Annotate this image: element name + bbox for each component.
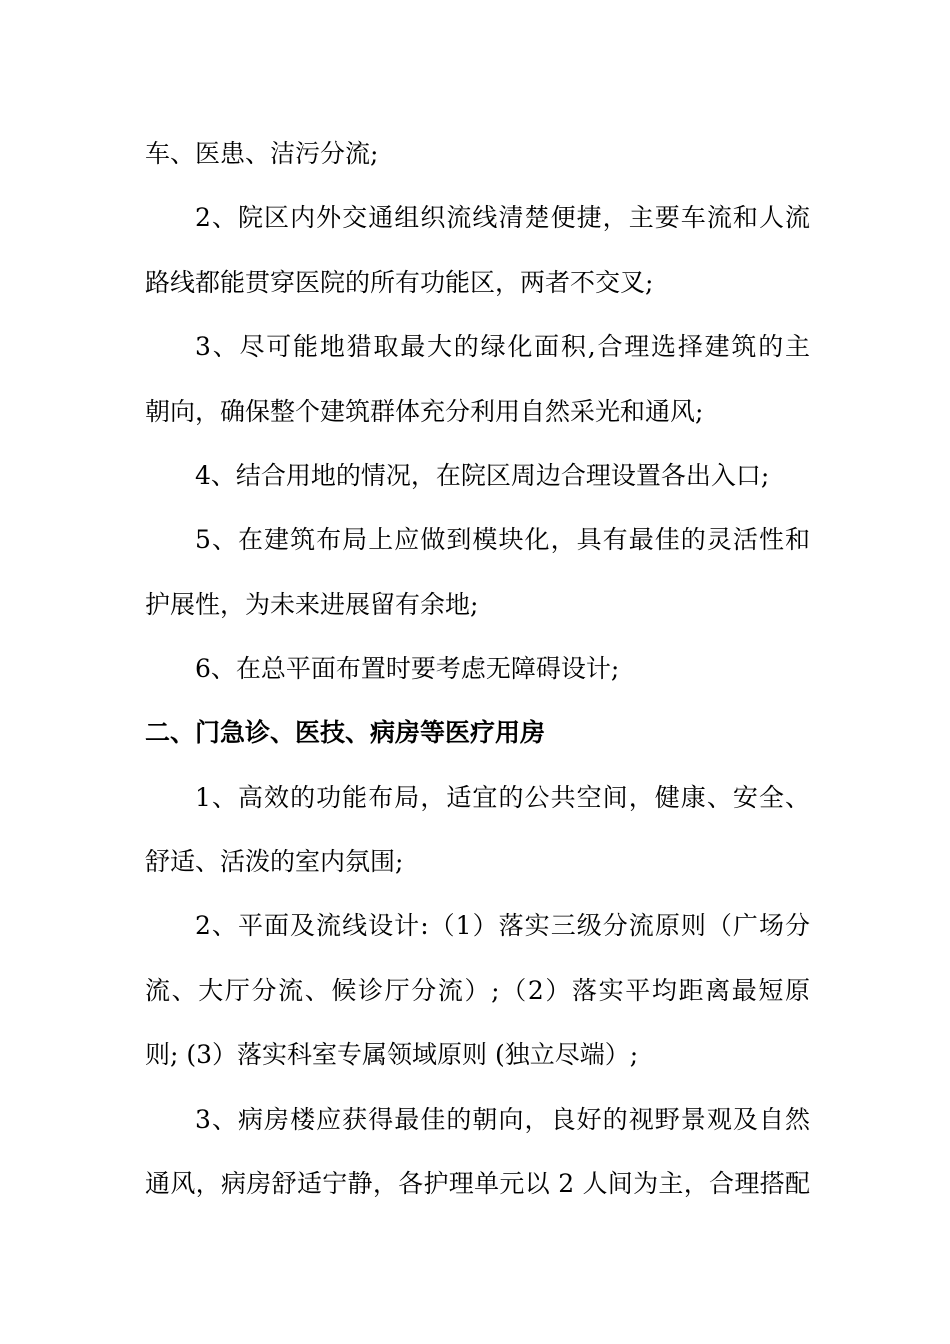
paragraph-line: 5、在建筑布局上应做到模块化，具有最佳的灵活性和 [195,525,810,554]
paragraph-line: 车、医患、洁污分流; [145,139,379,168]
paragraph-line: 舒适、活泼的室内氛围; [145,847,404,876]
paragraph-line: 4、结合用地的情况，在院区周边合理设置各出入口; [195,461,770,490]
paragraph-line: 6、在总平面布置时要考虑无障碍设计; [195,654,620,683]
paragraph-line: 朝向，确保整个建筑群体充分利用自然采光和通风; [145,397,704,426]
section-heading: 二、门急诊、医技、病房等医疗用房 [145,718,546,747]
paragraph-line: 路线都能贯穿医院的所有功能区，两者不交叉; [145,268,654,297]
paragraph-line: 通风，病房舒适宁静，各护理单元以 2 人间为主，合理搭配 [145,1169,810,1198]
paragraph-line: 3、尽可能地猎取最大的绿化面积,合理选择建筑的主 [195,332,810,361]
paragraph-line: 则; (3）落实科室专属领域原则 (独立尽端）; [145,1040,639,1069]
paragraph-line: 流、大厅分流、候诊厅分流）;（2）落实平均距离最短原 [145,976,810,1005]
paragraph-line: 1、高效的功能布局，适宜的公共空间，健康、安全、 [195,783,810,812]
paragraph-line: 2、院区内外交通组织流线清楚便捷，主要车流和人流 [195,203,810,232]
paragraph-line: 2、平面及流线设计:（1）落实三级分流原则（广场分 [195,911,810,940]
paragraph-line: 护展性，为未来进展留有余地; [145,590,479,619]
paragraph-line: 3、病房楼应获得最佳的朝向，良好的视野景观及自然 [195,1105,810,1134]
